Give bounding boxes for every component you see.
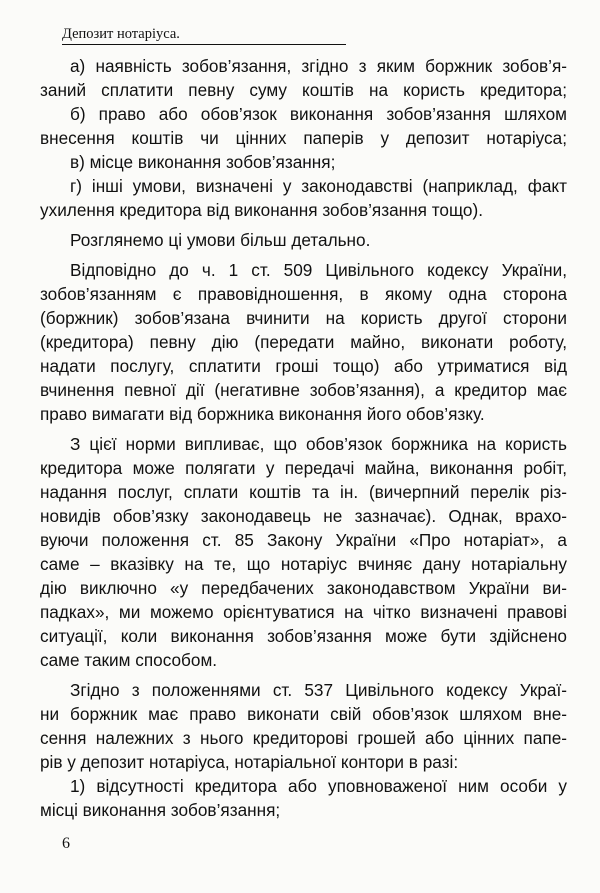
text-line-27: ни боржник має право виконати свій обов’язок шляхом вне-	[40, 704, 567, 724]
text-line-19: новидів обов’язку законодавець не зазначає). Однак, врахо-	[40, 506, 567, 526]
text-line-09: Відповідно до ч. 1 ст. 509 Цивільного кодексу України,	[70, 260, 567, 280]
text-line-05: в) місце виконання зобов’язання;	[70, 152, 336, 172]
text-line-13: надати послугу, сплатити гроші тощо) або утриматися від	[40, 356, 567, 376]
text-line-28: сення належних з нього кредиторові грошей або цінних папе-	[40, 728, 567, 748]
text-line-17: кредитора може полягати у передачі майна, виконання робіт,	[40, 458, 567, 478]
text-line-24: ситуації, коли виконання зобов’язання може бути здійснено	[40, 626, 567, 646]
text-line-16: З цієї норми випливає, що обов’язок боржника на користь	[70, 434, 567, 454]
text-line-06: г) інші умови, визначені у законодавстві (наприклад, факт	[70, 176, 567, 196]
text-line-20: вуючи положення ст. 85 Закону України «Про нотаріат», а	[40, 530, 567, 550]
text-line-14: вчинення певної дії (негативне зобов’язання), а кредитор має	[40, 380, 567, 400]
text-line-18: надання послуг, сплати коштів та ін. (вичерпний перелік різ-	[40, 482, 567, 502]
text-line-29: рів у депозит нотаріуса, нотаріальної контори в разі:	[40, 752, 459, 772]
body-text	[40, 54, 567, 822]
text-line-21: саме – вказівку на те, що нотаріус вчиняє дану нотаріальну	[40, 554, 567, 574]
text-line-01: а) наявність зобов’язання, згідно з яким боржник зобов’я-	[70, 56, 567, 76]
running-head-title: Депозит нотаріуса.	[62, 25, 346, 45]
text-line-10: зобов’язанням є правовідношення, в якому одна сторона	[40, 284, 567, 304]
text-line-26: Згідно з положеннями ст. 537 Цивільного кодексу Украї-	[70, 680, 567, 700]
text-line-22: дію виключно «у передбачених законодавством України ви-	[40, 578, 567, 598]
text-line-07: ухилення кредитора від виконання зобов’язання тощо).	[40, 200, 483, 220]
text-line-11: (боржник) зобов’язана вчинити на користь другої сторони	[40, 308, 567, 328]
text-line-12: (кредитора) певну дію (передати майно, виконати роботу,	[40, 332, 567, 352]
text-line-02: заний сплатити певну суму коштів на користь кредитора;	[40, 80, 567, 100]
text-line-30: 1) відсутності кредитора або уповноваженої ним особи у	[70, 776, 567, 796]
text-line-23: падках», ми можемо орієнтуватися на чітко визначені правові	[40, 602, 567, 622]
text-line-04: внесення коштів чи цінних паперів у депозит нотаріуса;	[40, 128, 567, 148]
text-line-03: б) право або обов’язок виконання зобов’язання шляхом	[70, 104, 567, 124]
page-number: 6	[62, 835, 70, 852]
text-line-15: право вимагати від боржника виконання його обов’язку.	[40, 404, 485, 424]
text-line-08: Розглянемо ці умови більш детально.	[70, 230, 371, 250]
text-line-31: місці виконання зобов’язання;	[40, 800, 281, 820]
text-line-25: саме таким способом.	[40, 650, 218, 670]
